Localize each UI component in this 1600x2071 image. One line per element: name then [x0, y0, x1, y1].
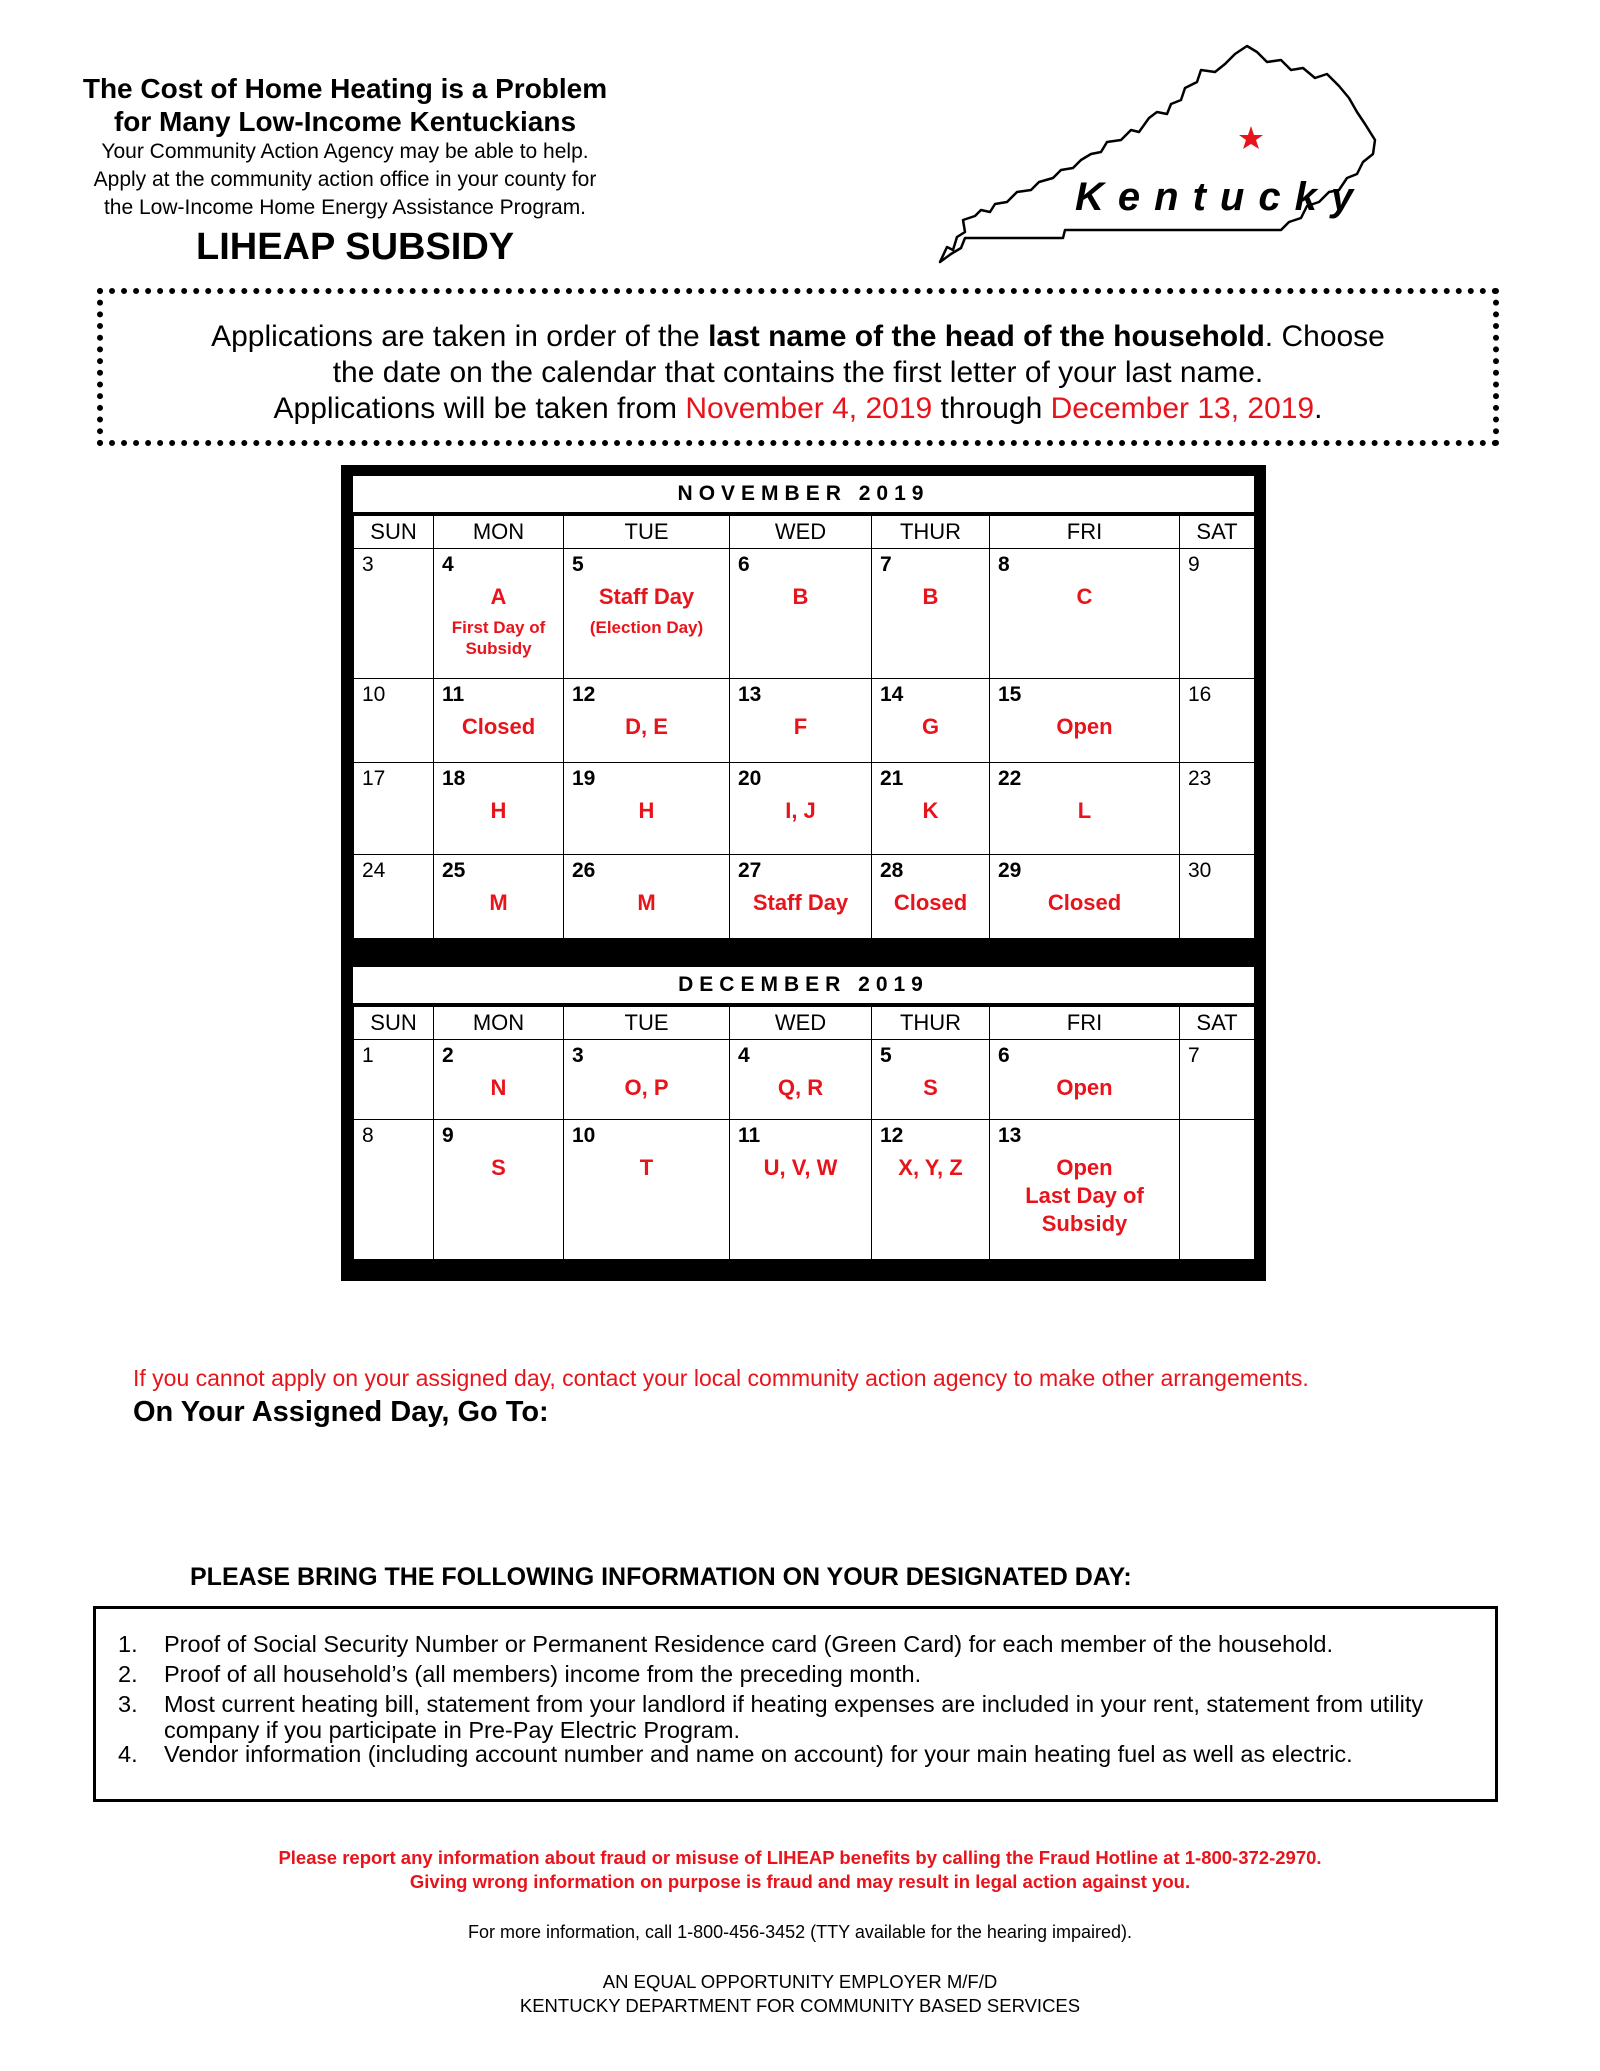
end-date: December 13, 2019: [1050, 392, 1315, 425]
day-number: 12: [880, 1124, 904, 1147]
day-assignment: Closed: [461, 714, 536, 739]
item-text: Vendor information (including account number and name on account) for your main heating fuel as well as electric.: [164, 1741, 1353, 1767]
day-assignment: M: [637, 890, 656, 915]
day-number: 10: [572, 1124, 596, 1147]
calendar-day-cell: [1180, 679, 1255, 763]
day-number: 3: [362, 553, 374, 576]
footer-line2: KENTUCKY DEPARTMENT FOR COMMUNITY BASED SERVICES: [519, 1995, 1081, 2016]
calendar-day-cell: [354, 763, 434, 855]
day-number: 12: [572, 683, 596, 706]
november-grid: [353, 515, 1255, 939]
day-assignment: N: [490, 1075, 507, 1100]
calendar-day-cell: [434, 679, 564, 763]
map-label: Kentucky: [1075, 175, 1368, 219]
instructions-box: [97, 288, 1499, 446]
day-number: 6: [738, 553, 750, 576]
calendar-day-cell: [1180, 1120, 1255, 1260]
weekday-header: TUE: [564, 516, 730, 549]
day-number: 16: [1188, 683, 1212, 706]
weekday-header: FRI: [990, 1007, 1180, 1040]
header-sub-line1: Your Community Action Agency may be able to help.: [101, 140, 589, 163]
weekday-header: THUR: [872, 1007, 990, 1040]
calendar-day-cell: [730, 763, 872, 855]
calendar-day-cell: [434, 549, 564, 679]
calendar-day-cell: [730, 1040, 872, 1120]
calendar-day-cell: [872, 763, 990, 855]
bring-info-box: [93, 1606, 1498, 1802]
day-assignment: C: [1076, 584, 1093, 609]
fraud-line2: Giving wrong information on purpose is fraud and may result in legal action against you.: [409, 1871, 1191, 1892]
day-assignment: Closed: [1047, 890, 1122, 915]
day-assignment: U, V, W: [763, 1155, 838, 1180]
header-sub-line3: the Low-Income Home Energy Assistance Program.: [103, 196, 587, 219]
instructions-text: Applications will be taken from: [273, 392, 686, 425]
calendar-week-row: [354, 549, 1255, 679]
day-assignment: X, Y, Z: [898, 1155, 963, 1180]
calendar-day-cell: [990, 679, 1180, 763]
header-sub-line2: Apply at the community action office in your county for: [93, 168, 597, 191]
day-number: 23: [1188, 767, 1212, 790]
calendar-day-cell: [354, 549, 434, 679]
day-number: 14: [880, 683, 904, 706]
calendar-day-cell: [730, 679, 872, 763]
instructions-text: . Choose: [1264, 320, 1385, 353]
day-assignment: Q, R: [777, 1075, 824, 1100]
day-assignment: S: [923, 1075, 938, 1100]
day-assignment: H: [638, 798, 655, 823]
calendar-day-cell: [434, 763, 564, 855]
calendar-day-cell: [990, 549, 1180, 679]
day-assignment: L: [1077, 798, 1092, 823]
instructions-line1: [103, 320, 1493, 354]
weekday-header: SUN: [354, 516, 434, 549]
weekday-header: TUE: [564, 1007, 730, 1040]
weekday-header: MON: [434, 1007, 564, 1040]
day-number: 22: [998, 767, 1022, 790]
day-number: [1180, 1120, 1254, 1124]
day-number: 11: [442, 683, 465, 706]
day-number: 19: [572, 767, 596, 790]
footer-line1: AN EQUAL OPPORTUNITY EMPLOYER M/F/D: [602, 1971, 998, 1992]
day-number: 1: [362, 1044, 374, 1067]
calendar-week-row: [354, 855, 1255, 939]
day-number: 8: [998, 553, 1010, 576]
day-number: 13: [738, 683, 762, 706]
day-assignment: A: [490, 584, 507, 609]
calendar-day-cell: [564, 1040, 730, 1120]
day-assignment: I, J: [785, 798, 816, 823]
day-assignment: D, E: [625, 714, 668, 739]
bring-info-heading: PLEASE BRING THE FOLLOWING INFORMATION ON YOUR DESIGNATED DAY:: [190, 1563, 1132, 1591]
instructions-text: Applications are taken in order of the: [211, 320, 709, 353]
calendar-day-cell: [872, 549, 990, 679]
calendar-day-cell: [872, 1120, 990, 1260]
day-number: 11: [738, 1124, 761, 1147]
header-heading-line1: The Cost of Home Heating is a Problem: [82, 73, 608, 104]
calendar: [341, 465, 1266, 1281]
day-assignment: H: [490, 798, 507, 823]
weekday-header: SAT: [1180, 1007, 1255, 1040]
weekday-header: MON: [434, 516, 564, 549]
day-number: 7: [880, 553, 892, 576]
day-assignment: S: [491, 1155, 506, 1180]
footer: [0, 1970, 1600, 2018]
calendar-day-cell: [730, 855, 872, 939]
bring-info-item: [96, 1741, 1495, 1768]
calendar-day-cell: [354, 855, 434, 939]
weekday-header-row: [354, 516, 1255, 549]
item-text: Proof of Social Security Number or Permanent Residence card (Green Card) for each member of the household.: [164, 1631, 1334, 1657]
calendar-day-cell: [564, 679, 730, 763]
item-number: 1.: [118, 1631, 138, 1657]
calendar-day-cell: [872, 679, 990, 763]
weekday-header-row: [354, 1007, 1255, 1040]
bring-info-list: [96, 1631, 1495, 1771]
day-number: 7: [1188, 1044, 1200, 1067]
calendar-day-cell: [354, 679, 434, 763]
calendar-day-cell: [990, 763, 1180, 855]
calendar-day-cell: [354, 1040, 434, 1120]
item-text: Most current heating bill, statement from your landlord if heating expenses are included in your rent, statement from utility company if you participate in Pre-Pay Electric Program.: [164, 1691, 1424, 1743]
day-assignment: Open: [1056, 1075, 1113, 1100]
bring-info-item: [96, 1691, 1495, 1743]
day-number: 20: [738, 767, 762, 790]
day-remark: Last Day of Subsidy: [1025, 1183, 1144, 1236]
instructions-text: .: [1314, 392, 1323, 425]
day-number: 15: [998, 683, 1022, 706]
calendar-day-cell: [872, 1040, 990, 1120]
day-number: 18: [442, 767, 466, 790]
fraud-notice: [0, 1846, 1600, 1894]
weekday-header: FRI: [990, 516, 1180, 549]
day-assignment: Closed: [893, 890, 968, 915]
day-number: 24: [362, 859, 386, 882]
month-title-december: DECEMBER 2019: [353, 967, 1254, 1003]
day-number: 21: [880, 767, 904, 790]
calendar-day-cell: [990, 855, 1180, 939]
calendar-day-cell: [434, 855, 564, 939]
instructions-text: through: [932, 392, 1051, 425]
calendar-day-cell: [354, 1120, 434, 1260]
day-assignment: B: [792, 584, 809, 609]
header-heading-line2: for Many Low-Income Kentuckians: [113, 106, 577, 137]
weekday-header: WED: [730, 516, 872, 549]
header-block: [60, 72, 630, 222]
instructions-line3: [103, 392, 1493, 426]
day-number: 13: [998, 1124, 1022, 1147]
december-grid: [353, 1006, 1255, 1260]
weekday-header: SUN: [354, 1007, 434, 1040]
day-number: 6: [998, 1044, 1010, 1067]
calendar-day-cell: [730, 1120, 872, 1260]
day-number: 27: [738, 859, 762, 882]
calendar-day-cell: [1180, 1040, 1255, 1120]
calendar-day-cell: [434, 1040, 564, 1120]
day-assignment: Staff Day: [598, 584, 695, 609]
calendar-week-row: [354, 679, 1255, 763]
day-number: 10: [362, 683, 386, 706]
start-date: November 4, 2019: [685, 392, 933, 425]
weekday-header: WED: [730, 1007, 872, 1040]
arrangement-note: If you cannot apply on your assigned day, contact your local community action agency to make other arrangements.: [133, 1365, 1309, 1391]
instructions-line2: the date on the calendar that contains the first letter of your last name.: [332, 356, 1264, 389]
month-title-november: NOVEMBER 2019: [353, 476, 1254, 512]
day-assignment: T: [639, 1155, 654, 1180]
bring-info-item: [96, 1631, 1495, 1658]
day-assignment: B: [922, 584, 939, 609]
day-assignment: O, P: [624, 1075, 669, 1100]
day-number: 28: [880, 859, 904, 882]
day-number: 4: [738, 1044, 750, 1067]
day-number: 3: [572, 1044, 584, 1067]
day-assignment: F: [793, 714, 808, 739]
item-number: 2.: [118, 1661, 138, 1687]
star-icon: [1239, 126, 1263, 149]
day-remark: (Election Day): [589, 618, 704, 637]
calendar-day-cell: [1180, 855, 1255, 939]
day-number: 4: [442, 553, 454, 576]
calendar-day-cell: [1180, 763, 1255, 855]
weekday-header: SAT: [1180, 516, 1255, 549]
page-title: LIHEAP SUBSIDY: [196, 226, 515, 268]
day-remark: First Day of Subsidy: [451, 618, 546, 658]
day-number: 17: [362, 767, 386, 790]
calendar-day-cell: [730, 549, 872, 679]
calendar-day-cell: [564, 549, 730, 679]
day-number: 9: [1188, 553, 1200, 576]
item-number: 3.: [118, 1691, 138, 1717]
calendar-day-cell: [990, 1040, 1180, 1120]
calendar-day-cell: [872, 855, 990, 939]
calendar-day-cell: [1180, 549, 1255, 679]
calendar-week-row: [354, 763, 1255, 855]
day-assignment: G: [921, 714, 940, 739]
assigned-day-heading: On Your Assigned Day, Go To:: [133, 1396, 549, 1428]
day-assignment: Staff Day: [752, 890, 849, 915]
item-text: Proof of all household’s (all members) income from the preceding month.: [164, 1661, 922, 1687]
calendar-day-cell: [990, 1120, 1180, 1260]
day-number: 9: [442, 1124, 454, 1147]
day-assignment: M: [489, 890, 508, 915]
calendar-day-cell: [434, 1120, 564, 1260]
day-assignment: Open: [1056, 714, 1113, 739]
day-number: 5: [880, 1044, 892, 1067]
day-number: 2: [442, 1044, 454, 1067]
fraud-line1: Please report any information about fraud or misuse of LIHEAP benefits by calling the Fraud Hotline at 1-800-372-2970.: [278, 1847, 1322, 1868]
day-number: 26: [572, 859, 596, 882]
kentucky-map: [935, 42, 1380, 267]
day-number: 29: [998, 859, 1022, 882]
bring-info-item: [96, 1661, 1495, 1688]
calendar-day-cell: [564, 763, 730, 855]
calendar-day-cell: [564, 1120, 730, 1260]
calendar-week-row: [354, 1120, 1255, 1260]
instructions-emphasis: last name of the head of the household: [708, 320, 1265, 353]
calendar-day-cell: [564, 855, 730, 939]
calendar-week-row: [354, 1040, 1255, 1120]
day-assignment: Open: [1056, 1155, 1113, 1180]
day-number: 5: [572, 553, 584, 576]
item-number: 4.: [118, 1741, 138, 1767]
day-number: 30: [1188, 859, 1212, 882]
more-info: For more information, call 1-800-456-3452 (TTY available for the hearing impaired).: [468, 1922, 1132, 1942]
day-number: 25: [442, 859, 466, 882]
day-number: 8: [362, 1124, 374, 1147]
kentucky-outline: [940, 46, 1375, 262]
weekday-header: THUR: [872, 516, 990, 549]
day-assignment: K: [922, 798, 939, 823]
